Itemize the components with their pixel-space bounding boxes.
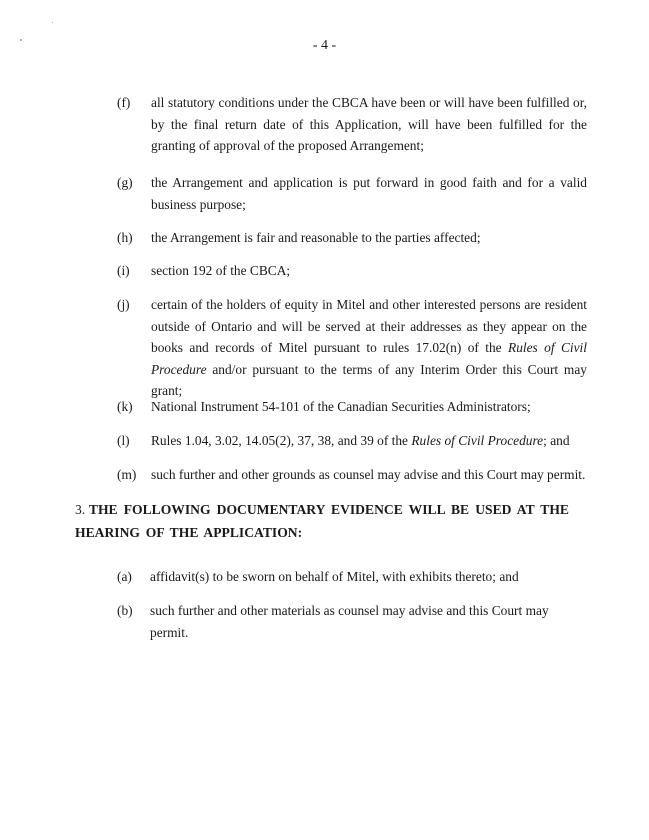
list-item-label: (b): [117, 603, 133, 618]
list-item-text: such further and other grounds as counsel may advise and this Court may permit.: [151, 467, 586, 482]
list-item: [117, 566, 587, 588]
section-heading-text: THE FOLLOWING DOCUMENTARY EVIDENCE WILL BE USED AT THE HEARING OF THE APPLICATION:: [75, 502, 569, 540]
list-item-text: section 192 of the CBCA;: [151, 263, 291, 278]
list-item: [117, 260, 587, 282]
list-item-label: (j): [117, 297, 130, 312]
list-item-text: National Instrument 54-101 of the Canadian Securities Administrators;: [151, 399, 531, 414]
list-item: [117, 464, 587, 486]
list-item-text: [151, 294, 587, 402]
list-item-text: the Arrangement is fair and reasonable to the parties affected;: [151, 230, 481, 245]
text-run: Rules 1.04, 3.02, 14.05(2), 37, 38, and 39 of the: [151, 433, 412, 448]
list-item-label: (h): [117, 230, 133, 245]
list-item-text: [151, 430, 587, 452]
section-heading: [75, 498, 569, 544]
list-item-label: (m): [117, 467, 137, 482]
list-item-text: the Arrangement and application is put forward in good faith and for a valid business purpose;: [151, 175, 587, 212]
text-run: ; and: [543, 433, 570, 448]
section-number: 3.: [75, 502, 86, 517]
list-item: [117, 600, 587, 643]
list-item-text: affidavit(s) to be sworn on behalf of Mitel, with exhibits thereto; and: [150, 569, 519, 584]
list-item-label: (l): [117, 433, 130, 448]
list-item: [117, 430, 587, 452]
list-item-text: such further and other materials as counsel may advise and this Court may permit.: [150, 603, 549, 640]
rules-title: Rules of Civil Procedure: [151, 340, 587, 377]
text-run: and/or pursuant to the terms of any Interim Order this Court may grant;: [151, 361, 587, 398]
list-item-label: (f): [117, 95, 131, 110]
list-item: [117, 172, 587, 215]
text-run: certain of the holders of equity in Mitel and other interested persons are resident outside of Ontario and will be served at their addresses as they appear on the books and records of Mitel pursuant to rules 17.02(n) of the: [151, 297, 587, 355]
list-item: [117, 396, 587, 418]
list-item-label: (i): [117, 263, 130, 278]
list-item: [117, 92, 587, 157]
list-item-label: (g): [117, 175, 133, 190]
page-number: - 4 -: [312, 38, 337, 53]
list-item-label: (a): [117, 569, 132, 584]
rules-title: Rules of Civil Procedure: [411, 433, 544, 448]
list-item-text: all statutory conditions under the CBCA have been or will have been fulfilled or, by the final return date of this Application, will have been fulfilled for the granting of approval of the proposed Arrangement;: [151, 95, 587, 153]
list-item: [117, 227, 587, 249]
list-item-label: (k): [117, 399, 133, 414]
list-item: [117, 294, 587, 402]
scan-speck: [52, 22, 53, 23]
